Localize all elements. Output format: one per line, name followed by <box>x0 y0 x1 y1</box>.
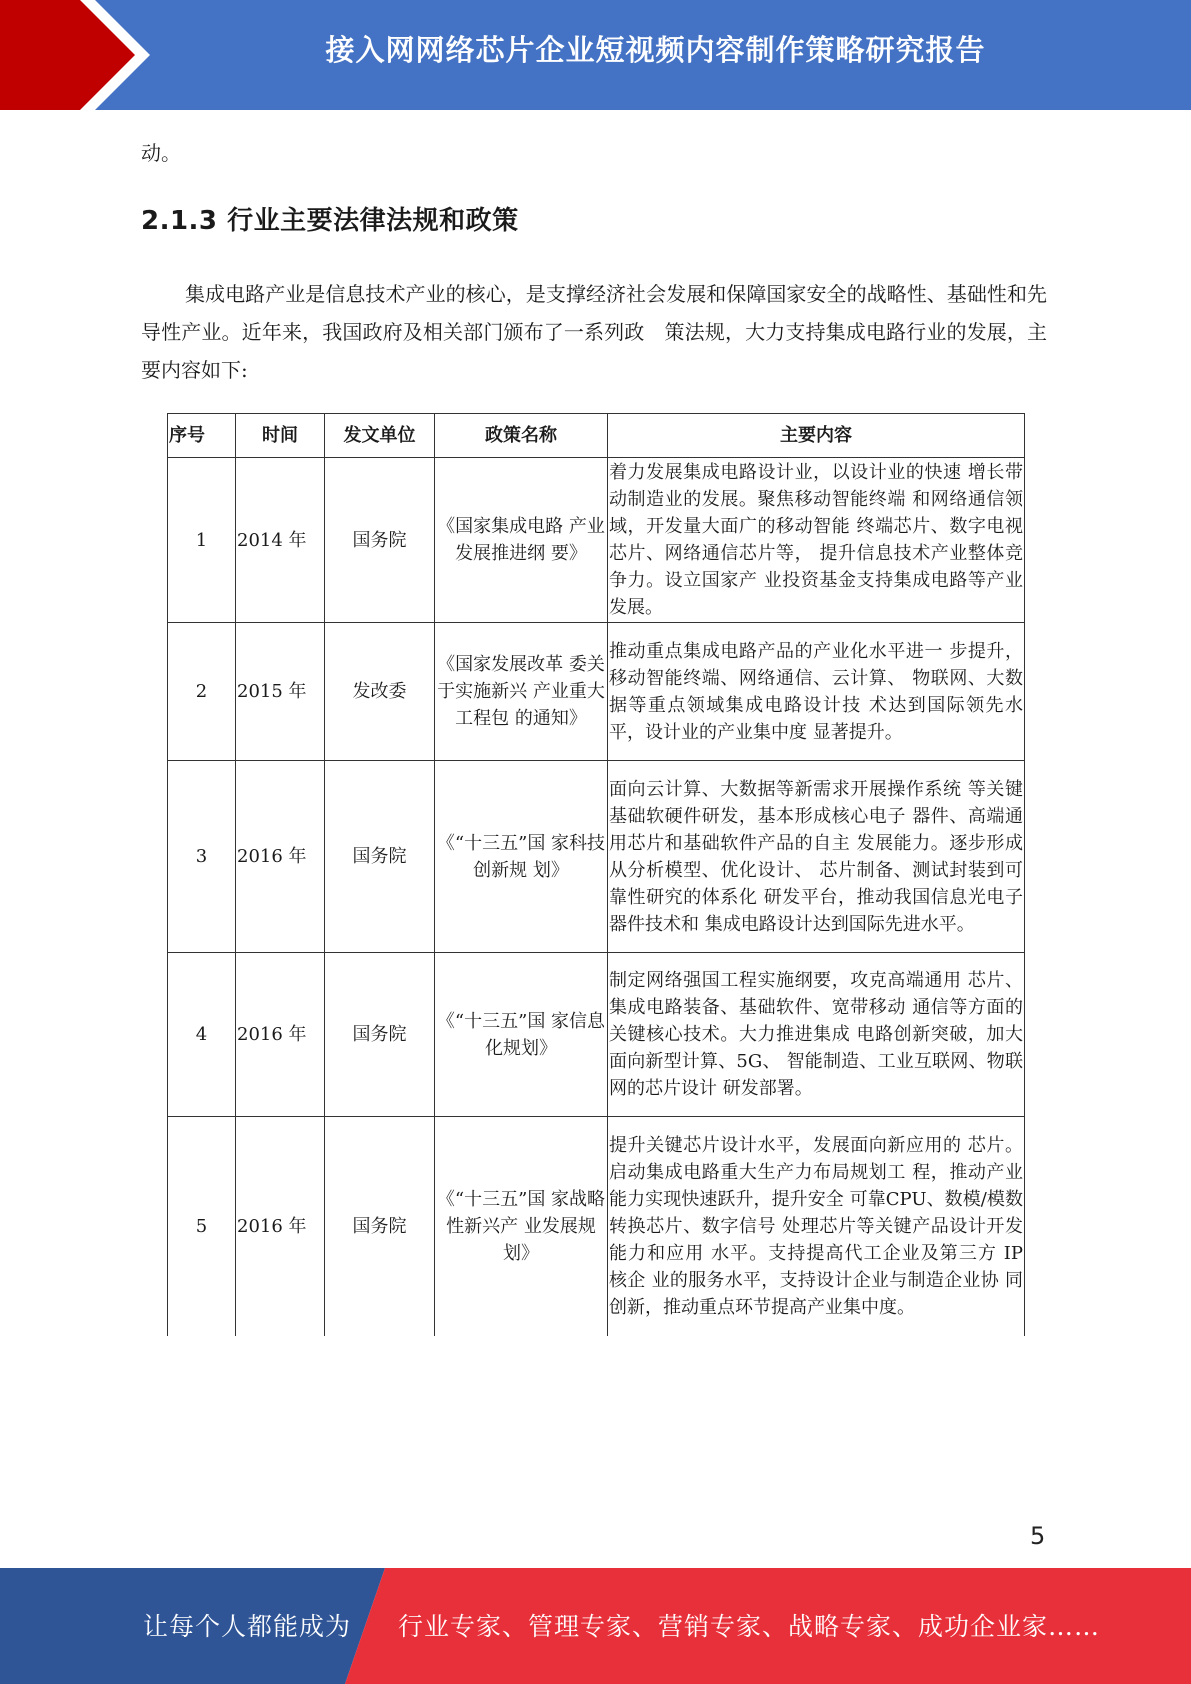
cell-issuer: 国务院 <box>325 953 435 1117</box>
cell-policy-name: 《“十三五”国 家战略性新兴产 业发展规划》 <box>435 1117 608 1336</box>
header-title: 接入网网络芯片企业短视频内容制作策略研究报告 <box>325 33 986 67</box>
cell-content: 推动重点集成电路产品的产业化水平进一 步提升，移动智能终端、网络通信、云计算、 物联网、大数据等重点领域集成电路设计技 术达到国际领先水平，设计业的产业集中度 显著提升。 <box>608 623 1025 761</box>
header-arrow-decoration <box>0 0 160 110</box>
continued-text-fragment: 动。 <box>141 141 181 165</box>
header-issuer: 发文单位 <box>325 414 435 458</box>
cell-no: 3 <box>168 761 236 953</box>
cell-policy-name: 《“十三五”国 家信息化规划》 <box>435 953 608 1117</box>
cell-issuer: 国务院 <box>325 761 435 953</box>
cell-content: 着力发展集成电路设计业，以设计业的快速 增长带动制造业的发展。聚焦移动智能终端 和网络通信领域，开发量大面广的移动智能 终端芯片、数字电视芯片、网络通信芯片等， 提升信息技术产业整体竞争力。设立国家产 业投资基金支持集成电路等产业发展。 <box>608 458 1025 623</box>
cell-content: 面向云计算、大数据等新需求开展操作系统 等关键基础软硬件研发，基本形成核心电子 器件、高端通用芯片和基础软件产品的自主 发展能力。逐步形成从分析模型、优化设计、 芯片制备、测试封装到可靠性研究的体系化 研发平台，推动我国信息光电子器件技术和 集成电路设计达到国际先进水平。 <box>608 761 1025 953</box>
table-header-row <box>168 414 1025 458</box>
table-row <box>168 623 1025 761</box>
cell-year: 2016 年 <box>236 1117 325 1336</box>
cell-issuer: 国务院 <box>325 1117 435 1336</box>
table-row <box>168 1117 1025 1336</box>
policy-table <box>167 413 1025 1336</box>
header-no: 序号 <box>168 414 236 458</box>
header-content: 主要内容 <box>608 414 1025 458</box>
page-header <box>0 0 1191 110</box>
cell-no: 4 <box>168 953 236 1117</box>
page-footer <box>0 1568 1191 1684</box>
cell-year: 2016 年 <box>236 953 325 1117</box>
table-row <box>168 761 1025 953</box>
cell-content: 制定网络强国工程实施纲要，攻克高端通用 芯片、集成电路装备、基础软件、宽带移动 通信等方面的关键核心技术。大力推进集成 电路创新突破，加大面向新型计算、5G、 智能制造、工业互联网、物联网的芯片设计 研发部署。 <box>608 953 1025 1117</box>
cell-issuer: 国务院 <box>325 458 435 623</box>
cell-year: 2015 年 <box>236 623 325 761</box>
cell-year: 2016 年 <box>236 761 325 953</box>
table-row <box>168 953 1025 1117</box>
cell-policy-name: 《国家集成电路 产业发展推进纲 要》 <box>435 458 608 623</box>
cell-no: 2 <box>168 623 236 761</box>
header-policy-name: 政策名称 <box>435 414 608 458</box>
cell-no: 1 <box>168 458 236 623</box>
footer-slogan-right: 行业专家、管理专家、营销专家、战略专家、成功企业家…… <box>398 1612 1101 1641</box>
page-number: 5 <box>1030 1522 1046 1550</box>
cell-issuer: 发改委 <box>325 623 435 761</box>
footer-slogan-left: 让每个人都能成为 <box>143 1612 352 1641</box>
cell-content: 提升关键芯片设计水平，发展面向新应用的 芯片。启动集成电路重大生产力布局规划工 程，推动产业能力实现快速跃升，提升安全 可靠CPU、数模/模数转换芯片、数字信号 处理芯片等关键产品设计开发能力和应用 水平。支持提高代工企业及第三方 IP 核企 业的服务水平，支持设计企业与制造企业协 同创新，推动重点环节提高产业集中度。 <box>608 1117 1025 1336</box>
cell-policy-name: 《国家发展改革 委关于实施新兴 产业重大工程包 的通知》 <box>435 623 608 761</box>
section-heading: 2.1.3 行业主要法律法规和政策 <box>141 206 519 236</box>
header-time: 时间 <box>236 414 325 458</box>
table-row <box>168 458 1025 623</box>
intro-paragraph: 集成电路产业是信息技术产业的核心，是支撑经济社会发展和保障国家安全的战略性、基础性和先导性产业。近年来，我国政府及相关部门颁布了一系列政 策法规，大力支持集成电路行业的发展，主要内容如下: <box>141 282 1047 382</box>
cell-year: 2014 年 <box>236 458 325 623</box>
cell-no: 5 <box>168 1117 236 1336</box>
cell-policy-name: 《“十三五”国 家科技创新规 划》 <box>435 761 608 953</box>
